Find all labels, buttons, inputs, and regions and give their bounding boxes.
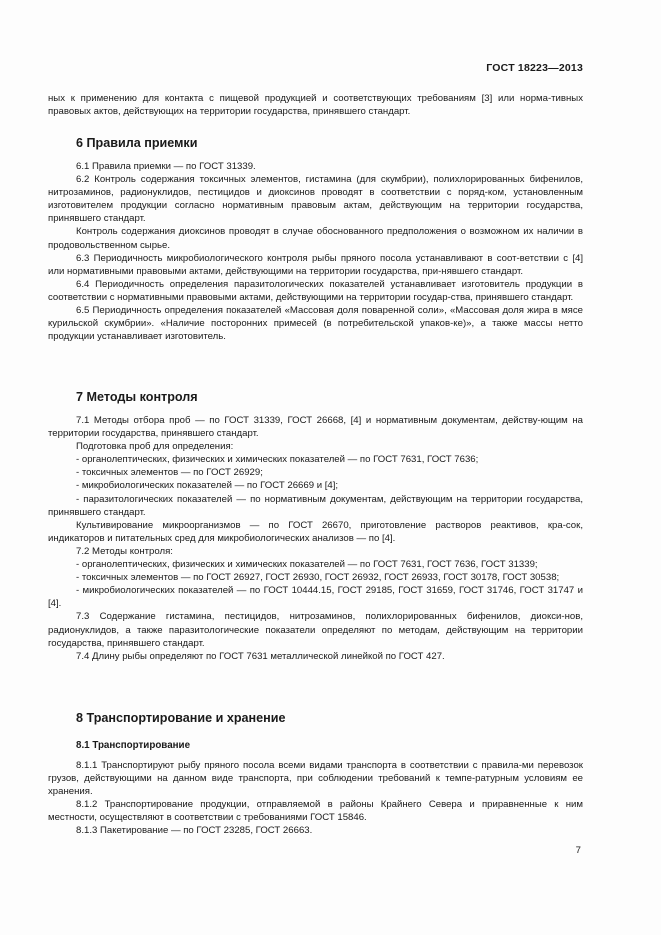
paragraph: 8.1.2 Транспортирование продукции, отправляемой в районы Крайнего Севера и приравненные к ним местности, осуществляют в соответствии с требованиями ГОСТ 15846. <box>48 799 583 824</box>
list-item: - микробиологических показателей — по ГОСТ 10444.15, ГОСТ 29185, ГОСТ 31659, ГОСТ 31746, ГОСТ 31747 и [4]. <box>48 585 583 610</box>
subsection-title: 8.1 Транспортирование <box>76 740 191 751</box>
section-7-body <box>48 414 583 663</box>
paragraph: Контроль содержания диоксинов проводят в случае обоснованного предположения о возможном их наличии в продовольственном сырье. <box>48 226 583 251</box>
list-item: - паразитологических показателей — по нормативным документам, действующим на территории государства, принявшего стандарт. <box>48 493 583 518</box>
section-title: 7 Методы контроля <box>76 390 198 404</box>
section-6-body <box>48 160 583 343</box>
list-item: - токсичных элементов — по ГОСТ 26929; <box>76 467 263 479</box>
paragraph: ных к применению для контакта с пищевой продукцией и соответствующих требованиям [3] или норма-тивных правовых актов, действующих на территории государства, принявшего стандарт. <box>48 93 583 118</box>
paragraph: 7.3 Содержание гистамина, пестицидов, нитрозаминов, полихлорированных бифенилов, диокси-нов, радионуклидов, а также паразитологические показатели определяют по методам, действующим на территории государства, принявшего стандарт. <box>48 611 583 649</box>
list-item: - микробиологических показателей — по ГОСТ 26669 и [4]; <box>76 480 339 492</box>
list-item: - органолептических, физических и химических показателей — по ГОСТ 7631, ГОСТ 7636, ГОСТ 31339; <box>76 559 538 571</box>
paragraph: 6.4 Периодичность определения паразитологических показателей устанавливает изготовитель продукции в соответствии с нормативными правовыми актами, действующими на территории государ-ства, принявшего стандарт. <box>48 278 583 303</box>
section-title: 8 Транспортирование и хранение <box>76 711 286 725</box>
paragraph: 7.2 Методы контроля: <box>76 545 173 557</box>
page-number: 7 <box>575 845 581 856</box>
paragraph: Культивирование микроорганизмов — по ГОСТ 26670, приготовление растворов реактивов, кра-сок, индикаторов и питательных сред для микробиологических анализов — по [4]. <box>48 519 583 544</box>
paragraph: 8.1.3 Пакетирование — по ГОСТ 23285, ГОСТ 26663. <box>76 825 313 837</box>
paragraph: 6.1 Правила приемки — по ГОСТ 31339. <box>76 161 256 172</box>
intro-block <box>48 92 583 118</box>
paragraph: 6.2 Контроль содержания токсичных элементов, гистамина (для скумбрии), полихлорированных бифенилов, нитрозаминов, радионуклидов, пестицидов и диоксинов проводят в соответствии с поряд-ком, установленным изготовителем продукции согласно нормативным правовым актам, действующим на территории государства, принявшего стандарт. <box>48 174 583 225</box>
section-7 <box>48 390 583 404</box>
paragraph: 6.3 Периодичность микробиологического контроля рыбы пряного посола устанавливают в соот-ветствии с [4] или нормативными правовыми актами, действующими на территории государства, при-нявшего стандарт. <box>48 252 583 277</box>
document-id: ГОСТ 18223—2013 <box>486 62 583 74</box>
paragraph: 7.1 Методы отбора проб — по ГОСТ 31339, ГОСТ 26668, [4] и нормативным документам, действу-ющим на территории государства, принявшего стандарт. <box>48 415 583 440</box>
section-8-body <box>48 759 583 838</box>
paragraph: 6.5 Периодичность определения показателей «Массовая доля поваренной соли», «Массовая доля жира в мясе курильской скумбрии». «Наличие посторонних примесей (в потребительской упаков-ке)», а также массы нетто продукции устанавливает изготовитель. <box>48 305 583 343</box>
list-item: - органолептических, физических и химических показателей — по ГОСТ 7631, ГОСТ 7636; <box>76 454 479 466</box>
subsection-8-1 <box>48 740 583 751</box>
list-item: - токсичных элементов — по ГОСТ 26927, ГОСТ 26930, ГОСТ 26932, ГОСТ 26933, ГОСТ 30178, ГОСТ 30538; <box>76 572 560 584</box>
section-6 <box>48 136 583 150</box>
paragraph: 8.1.1 Транспортируют рыбу пряного посола всеми видами транспорта в соответствии с правила-ми перевозок грузов, действующими на данном виде транспорта, при соблюдении требований к темпе-ратурным условиям ее хранения. <box>48 760 583 798</box>
paragraph: 7.4 Длину рыбы определяют по ГОСТ 7631 металлической линейкой по ГОСТ 427. <box>76 650 445 662</box>
section-title: 6 Правила приемки <box>76 136 198 150</box>
section-8 <box>48 711 583 725</box>
paragraph: Подготовка проб для определения: <box>76 441 234 453</box>
